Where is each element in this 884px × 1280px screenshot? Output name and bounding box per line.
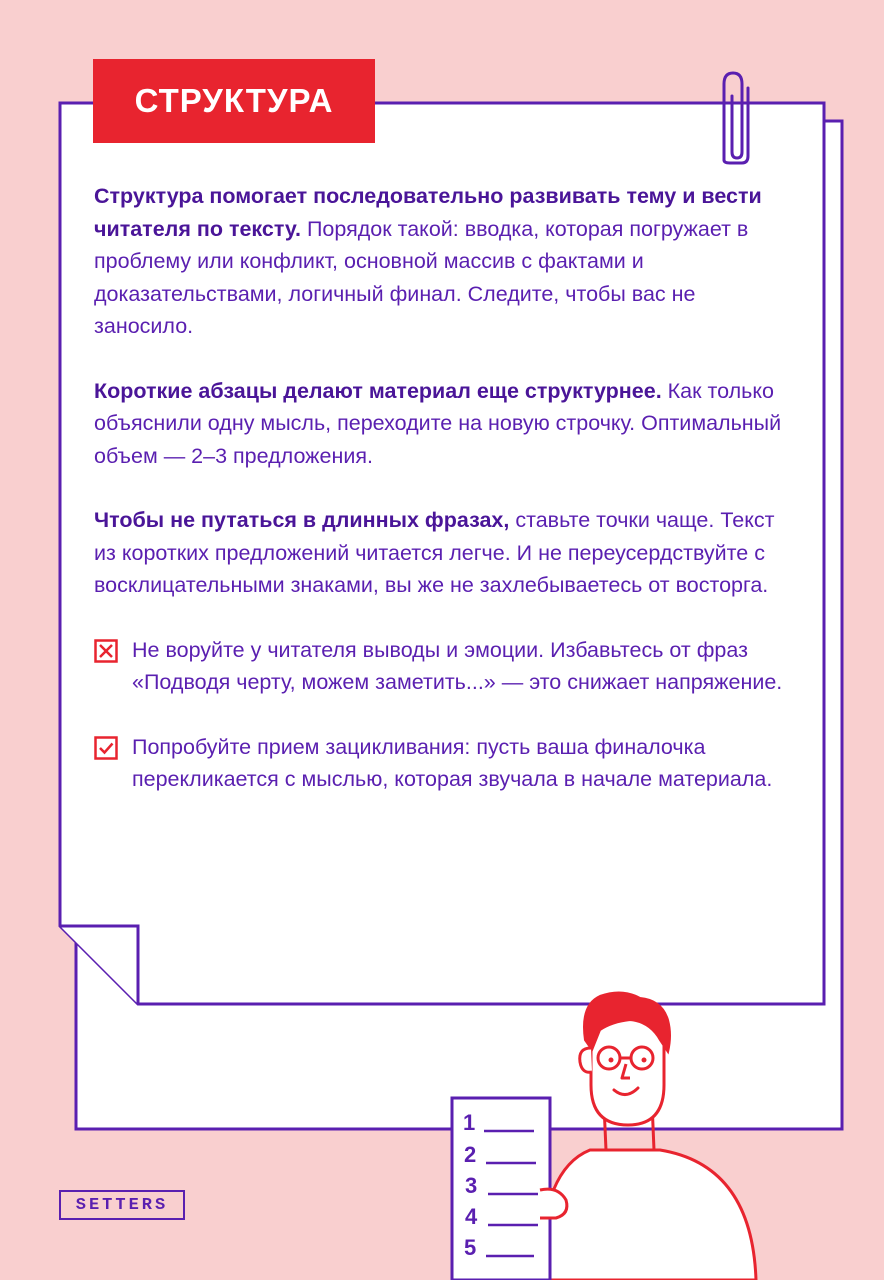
brand-logo-text: SETTERS xyxy=(75,1195,169,1215)
paragraph-lead: Структура помогает последовательно развивать тему и вести читателя по тексту. xyxy=(94,184,762,241)
tip-dont xyxy=(94,634,794,699)
page-title: СТРУКТУРА xyxy=(134,82,334,119)
check-box-icon xyxy=(94,736,118,760)
paragraph-text: Порядок такой: вводка, которая погружает в проблему или конфликт, основной массив с фактами и доказательствами, логичный финал. Следите, чтобы вас не заносило. xyxy=(94,216,749,338)
character-hand xyxy=(540,1189,567,1218)
cross-box-icon xyxy=(94,639,118,663)
paragraph xyxy=(94,504,794,602)
list-number: 4 xyxy=(465,1204,478,1229)
content-body xyxy=(94,180,794,828)
paragraph xyxy=(94,375,794,473)
character-body xyxy=(540,1150,756,1280)
paragraph-text: Как только объяснили одну мысль, переходите на новую строчку. Оптимальный объем — 2–3 предложения. xyxy=(94,378,782,468)
title-banner xyxy=(93,59,375,143)
paragraph-lead: Короткие абзацы делают материал еще структурнее. xyxy=(94,378,662,403)
list-number: 3 xyxy=(465,1173,478,1198)
tip-text: Не воруйте у читателя выводы и эмоции. Избавьтесь от фраз «Подводя черту, можем заметить...» — это снижает напряжение. xyxy=(132,637,783,694)
list-number: 2 xyxy=(464,1142,477,1167)
list-number: 5 xyxy=(464,1235,477,1260)
paragraph-text: ставьте точки чаще. Текст из коротких предложений читается легче. И не переусердствуйте с восклицательными знаками, вы же не захлебываетесь от восторга. xyxy=(94,508,775,597)
brand-logo xyxy=(59,1190,185,1220)
list-number: 1 xyxy=(463,1110,476,1135)
paragraph-lead: Чтобы не путаться в длинных фразах, xyxy=(94,508,510,532)
tip-text: Попробуйте прием зацикливания: пусть ваша финалочка перекликается с мыслью, которая звучала в начале материала. xyxy=(132,734,773,791)
tip-do xyxy=(94,731,794,796)
paragraph xyxy=(94,180,794,343)
